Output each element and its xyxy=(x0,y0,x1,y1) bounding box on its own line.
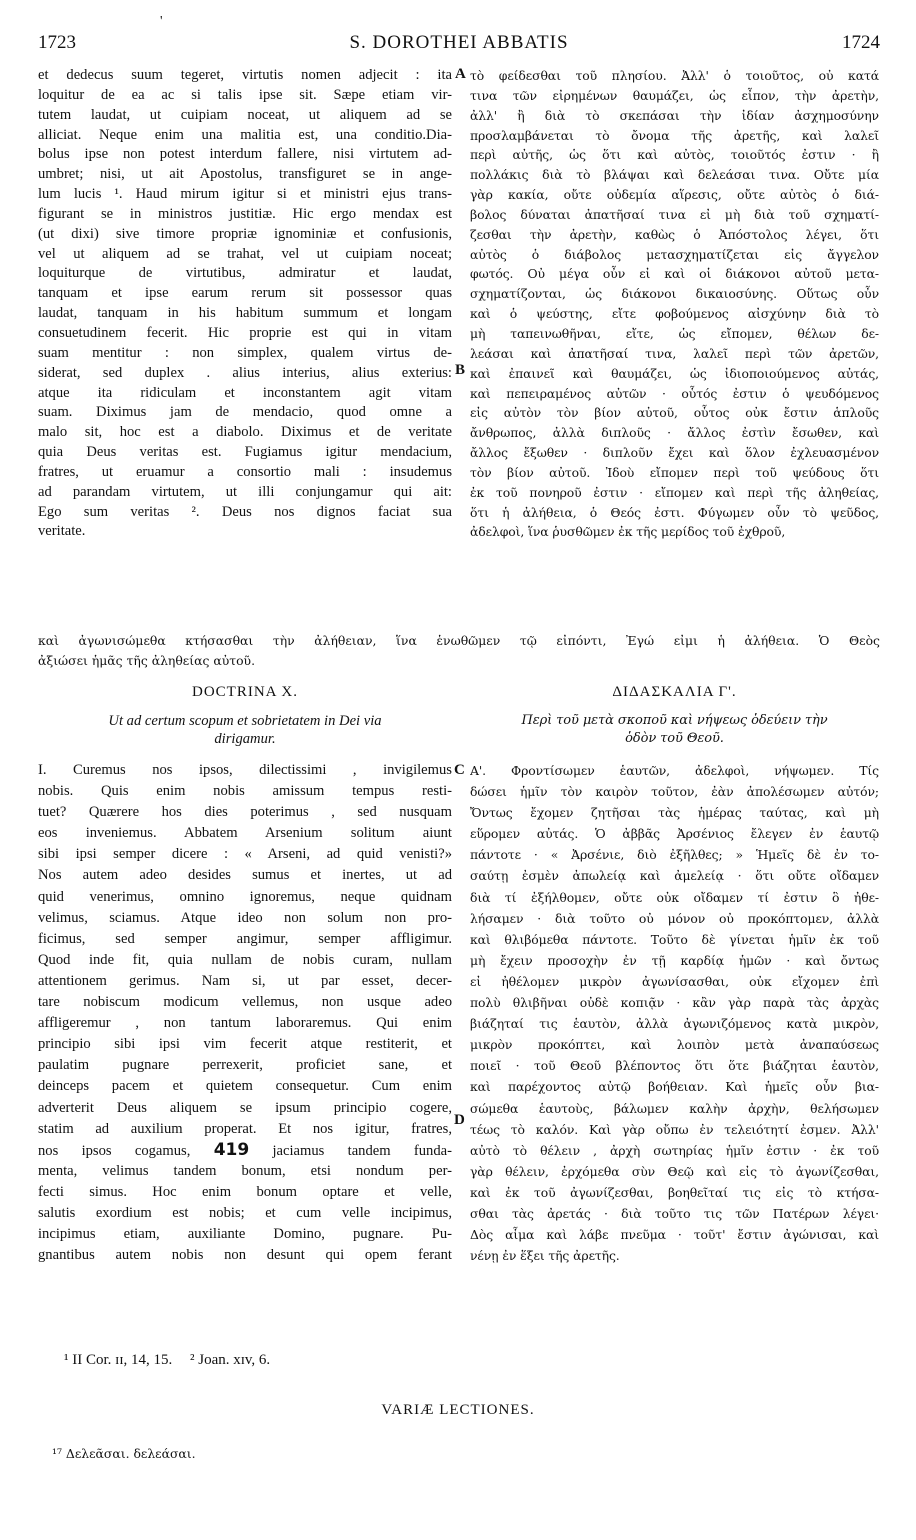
text-line: gnantibus autem nobis non desunt qui opem ferant xyxy=(38,1247,452,1264)
text-line: deinceps pacem et quietem consequetur. Cum enim xyxy=(38,1078,452,1095)
text-line: περὶ αὐτῆς, ὡς ὅτι καὶ αὐτὸς, τοιοῦτός ἐστιν · ἢ xyxy=(470,147,879,163)
doctrina-latin-title: DOCTRINA X. xyxy=(191,684,298,700)
text-line: menta, velimus tandem bonum, etsi nondum per- xyxy=(38,1162,452,1179)
greek-column-bottom xyxy=(470,760,879,1266)
text-line: γὰρ κακία, οὔτε οὐδεμία αἵρεσις, οὔτε αὐτὸς ὁ διά- xyxy=(470,187,879,203)
text-line: affligeremur , non tantum laboraremus. Qui enim xyxy=(38,1015,452,1032)
doctrina-latin-subtitle xyxy=(38,712,452,748)
text-line: μὴ ταπεινωθῆναι, εἴτε, ὡς εἴπομεν, θέλων δε- xyxy=(470,325,879,341)
latin-column-bottom xyxy=(38,760,452,1266)
text-line: paulatim pugnare perrexerit, proficiet sane, et xyxy=(38,1057,452,1074)
latin-column-top xyxy=(38,66,452,542)
text-line: βολος δύναται ἀπατῆσαί τινα εἰ μὴ διὰ τοῦ σχηματί- xyxy=(470,206,879,222)
text-line: ad parandam virtutem, ut illi conjungamur qui ait: xyxy=(38,483,452,500)
margin-marker-d: D xyxy=(454,1112,465,1128)
text-line: umbret; nisi, ut ait Apostolus, transfiguret se in ange- xyxy=(38,166,452,183)
text-line: quia Deus veritas est. Fugiamus igitur mendacium, xyxy=(38,444,452,461)
subtitle-line: dirigamur. xyxy=(214,731,276,747)
line-segment: nos ipsos cogamus, xyxy=(38,1142,191,1159)
subtitle-line: Ut ad certum scopum et sobrietatem in Dei via xyxy=(108,713,382,729)
text-line: Ego sum veritas ². Deus nos dignos faciat sua xyxy=(38,503,452,520)
text-line: φωτός. Οὐ μέγα οὖν εἰ καὶ οἱ διάκονοι αὐτοῦ μετα- xyxy=(470,266,879,282)
footnote-2: ² Joan. xɪv, 6. xyxy=(190,1352,271,1368)
text-line: loquiturque de virtutibus, admiratur et laudat, xyxy=(38,265,452,282)
text-line: βιάζηταί τις ἑαυτὸν, ἀλλὰ ἀγωνιζόμενος κατὰ μικρὸν, xyxy=(470,1016,879,1032)
text-line: (ut dixi) sive timore propriæ ignominiæ et confusionis, xyxy=(38,225,452,242)
text-line: adverterit Deus aliquem se ipsum principio cogere, xyxy=(38,1099,452,1116)
spanning-greek-line: ἀξιώσει ἡμᾶς τῆς ἀληθείας αὐτοῦ. xyxy=(38,653,256,668)
text-line: μικρὸν προκόπτει, καὶ λοιπὸν μετὰ ἀναπαύσεως xyxy=(470,1037,879,1053)
text-line: quid venerimus, omnino ignoremus, neque quidnam xyxy=(38,888,452,905)
doctrina-greek-subtitle xyxy=(470,712,879,748)
text-line: Δὸς αἷμα καὶ λάβε πνεῦμα · τοῦτ' ἔστιν ἀγώνισαι, καὶ xyxy=(470,1227,879,1243)
text-line: I. Curemus nos ipsos, dilectissimi , invigilemus xyxy=(38,762,452,778)
text-line: εἰς αὐτὸν τὸν βίον αὐτοῦ, οὗτος οὐκ ἔστιν ἁπλοῦς xyxy=(470,405,879,421)
text-line: τὸ φείδεσθαι τοῦ πλησίου. Ἀλλ' ὁ τοιοῦτος, οὐ κατά xyxy=(470,68,879,83)
variae-lectiones-title: VARIÆ LECTIONES. xyxy=(381,1402,535,1418)
text-line: fecti simus. Hoc enim bonum optare et velle, xyxy=(38,1183,452,1200)
text-line: σχηματίζονται, ὡς διάκονοι δικαιοσύνης. Οὕτως οὖν xyxy=(470,286,879,302)
margin-marker-b: B xyxy=(455,362,466,378)
text-line: πολὺ θλιβῆναι οὐδὲ κοπιᾷν · κἂν γὰρ παρὰ τὰς ἀρχὰς xyxy=(470,995,879,1011)
text-line: σθαι τὰς ἀρετάς · διὰ τοῦτο τις τῶν Πατέρων λέγει· xyxy=(470,1205,879,1221)
text-line: statim ad auxilium properat. Et nos igitur, fratres, xyxy=(38,1120,452,1137)
text-line: siderat, sed duplex . alius interius, alius exterius: xyxy=(38,364,452,381)
text-line: πάντοτε · « Ἀρσένιε, διὸ ἐξῆλθες; » Ἡμεῖς δὲ ἐν το- xyxy=(470,847,879,863)
text-line: tutem laudat, ut cuipiam noceat, ut aliquem ad se xyxy=(38,106,452,123)
running-title: S. DOROTHEI ABBATIS xyxy=(349,32,569,53)
text-line: suam. Diximus jam de mendacio, quod omne a xyxy=(38,404,452,421)
text-line: λεάσαι καὶ ἀπατῆσαί τινα, λαλεῖ περὶ τῶν ἀρετῶν, xyxy=(470,345,879,361)
text-line: ἀλλ' ἢ διὰ τὸ σκεπάσαι τὴν ἰδίαν ἀσχημοσύνην xyxy=(470,107,879,123)
subtitle-line: ὁδὸν τοῦ Θεοῦ. xyxy=(625,731,724,746)
text-line: καὶ ὁ ψεύστης, εἴτε φοβούμενος αἰσχύνην διὰ τὸ xyxy=(470,306,879,322)
text-line: σώμεθα ἑαυτοὺς, βάλωμεν καλὴν ἀρχὴν, θελήσωμεν xyxy=(470,1100,879,1116)
text-line: τὸν βίον αὐτοῦ. Ἰδοὺ εἴπομεν περὶ τοῦ ψεύδους ὅτι xyxy=(470,464,879,480)
text-line: ἄλλος ἔξωθεν · διπλοῦν ἔχει καὶ ὅλον ἐχλευασμένον xyxy=(470,445,879,461)
footnote-1: ¹ II Cor. ɪɪ, 14, 15. xyxy=(64,1352,173,1368)
text-line: ἀδελφοὶ, ἵνα ῥυσθῶμεν ἐκ τῆς μερίδος τοῦ ἐχθροῦ, xyxy=(470,524,786,540)
margin-marker-a: A xyxy=(455,66,466,82)
greek-column-top xyxy=(470,66,879,542)
text-line: εἰ ἠθέλομεν μικρὸν ἀγωνίσασθαι, οὐκ εἴχομεν ἐπὶ xyxy=(470,973,879,989)
text-line: λήσαμεν · διὰ τοῦτο οὐ μόνον οὐ προκόπτομεν, ἀλλὰ xyxy=(470,910,879,926)
text-line: atque ita ridiculam et inconstantem agit vitam xyxy=(38,384,452,401)
text-line: Nos autem adeo desides sumus et inertes, ut ad xyxy=(38,867,452,884)
spanning-greek-line: καὶ ἀγωνισώμεθα κτήσασθαι τὴν ἀλήθειαν, ἵνα ἑνωθῶμεν τῷ εἰπόντι, Ἐγώ εἰμι ἡ ἀλήθεια. Ὁ Θεὸς xyxy=(38,633,880,648)
text-line: Α'. Φροντίσωμεν ἑαυτῶν, ἀδελφοὶ, νήψωμεν. Τίς xyxy=(470,763,879,778)
text-line: ποιεῖ · τοῦ Θεοῦ βλέποντος ὅτι ὅτε βιάζηται ἑαυτὸν, xyxy=(470,1058,879,1074)
line-segment: jaciamus tandem funda- xyxy=(272,1142,452,1159)
text-line: bolus ipse non potest interdum fallere, nisi virtutem ad- xyxy=(38,146,452,163)
text-line: alliciat. Neque enim una malitia est, una conditio.Dia- xyxy=(38,126,452,143)
edition-page-number: 419 xyxy=(213,1139,250,1160)
text-line: διὰ τί ἐξήλθομεν, οὔτε οὐκ οἴδαμεν τί ἐστιν ὃ ἠθε- xyxy=(470,889,879,905)
text-line: figurant se in ministros justitiæ. Hic ergo mendax est xyxy=(38,205,452,222)
text-line: μὴ ἔχειν προσοχὴν ἐν τῇ καρδίᾳ ἡμῶν · καὶ ὄντως xyxy=(470,952,879,968)
text-line: tanquam et ipse earum rerum sit possessor quas xyxy=(38,285,452,302)
variae-lectiones-note: ¹⁷ Δελεᾶσαι. δελεάσαι. xyxy=(52,1446,196,1461)
text-line: principio sibi ipsi vim fecerit atque restiterit, et xyxy=(38,1036,452,1053)
text-line xyxy=(38,1140,452,1161)
text-line: nobis. Quis enim nobis amissum tempus resti- xyxy=(38,783,452,800)
text-line: loquitur de ea ac si talis ipse sit. Sæpe etiam vir- xyxy=(38,86,452,103)
text-line: καὶ πεπειραμένος αὐτῶν · οὗτός ἐστιν ὁ ψευδόμενος xyxy=(470,385,879,401)
text-line: γὰρ θέλειν, ἐρχόμεθα σὺν Θεῷ καὶ εἰς τὸ ἀγωνίζεσθαι, xyxy=(470,1163,879,1179)
text-line: velimus, sciamus. Atque ideo non solum non pro- xyxy=(38,909,452,926)
text-line: et dedecus suum tegeret, virtutis nomen adjecit : ita xyxy=(38,67,452,83)
text-line: veritate. xyxy=(38,523,86,540)
text-line: αὐτὸ τὸ θέλειν , ἀρχὴ σωτηρίας ἡμῖν ἐστιν · ἐκ τοῦ xyxy=(470,1142,879,1158)
text-line: vel ut aliquem ad se trahat, vel ut cuipiam noceat; xyxy=(38,245,452,262)
text-line: ὅτι ἡ ἀλήθεια, ὁ Θεός ἐστι. Φύγωμεν οὖν τὸ ψεῦδος, xyxy=(470,504,879,520)
page-header xyxy=(38,14,880,56)
text-line: εὕρομεν αὐτάς. Ὁ ἀββᾶς Ἀρσένιος ἔλεγεν ἐν ἑαυτῷ xyxy=(470,826,879,842)
page-number-left: 1723 xyxy=(38,32,76,53)
text-line: eos inveniemus. Abbatem Arsenium solitum aiunt xyxy=(38,825,452,842)
text-line: incipimus etiam, auxiliante Domino, pugnare. Pu- xyxy=(38,1226,452,1243)
page-number-right: 1724 xyxy=(842,32,880,53)
text-line: consuetudinem fecerit. Hic proprie est qui in vitam xyxy=(38,324,452,341)
text-line: καὶ παρέχοντος αὐτῷ βοήθειαν. Καὶ ἡμεῖς οὖν βια- xyxy=(470,1079,879,1095)
text-line: καὶ θλιβόμεθα πάντοτε. Τοῦτο δὲ γίνεται ἡμῖν ἐκ τοῦ xyxy=(470,931,879,947)
text-line: νένῃ ἐν ἕξει τῆς ἀρετῆς. xyxy=(470,1248,620,1264)
text-line: laudat, tanquam in his habitum summum et longam xyxy=(38,305,452,322)
text-line: sibi ipsi semper dicere : « Arseni, ad quid venisti?» xyxy=(38,846,452,863)
text-line: tuet? Quærere hos dies poterimus , sed nusquam xyxy=(38,804,452,821)
text-line: Ὄντως ἔχομεν ζητῆσαι τὰς ἡμέρας ταύτας, καὶ μὴ xyxy=(470,805,879,821)
text-line: τινα τῶν εἰρημένων θαυμάζει, ὡς εἶπον, τὴν ἀρετὴν, xyxy=(470,87,879,103)
text-line: ζεσθαι τὴν ἀρετὴν, καθὼς ὁ Ἀπόστολος λέγει, ὅτι xyxy=(470,226,879,242)
text-line: Quod inde fit, quia nullam de nobis curam, nullam xyxy=(38,951,452,968)
subtitle-line: Περὶ τοῦ μετὰ σκοποῦ καὶ νήψεως ὁδεύειν τὴν xyxy=(521,713,828,728)
text-line: tare nobiscum modicum vellemus, non usque adeo xyxy=(38,994,452,1011)
text-line: suam mentitur : non simplex, qualem virtus de- xyxy=(38,344,452,361)
text-line: salutis exordium est nobis; et cum velle incipimus, xyxy=(38,1204,452,1221)
text-line: προσλαμβάνεται τὸ ὄνομα τῆς ἀρετῆς, καὶ λαλεῖ xyxy=(470,127,879,143)
text-line: fratres, ut eruamur a consortio mali : insudemus xyxy=(38,463,452,480)
text-line: ficimus, sed semper angimur, semper affligimur. xyxy=(38,930,452,947)
text-line: attentionem gerimus. Nam si, ut par esset, decer- xyxy=(38,972,452,989)
text-line: malo sit, hoc est a diabolo. Diximus et de veritate xyxy=(38,424,452,441)
text-line: τέως τὸ καλόν. Καὶ γὰρ οὔπω ἐν τελειότητί ἐσμεν. Ἀλλ' xyxy=(470,1121,879,1137)
margin-marker-c: C xyxy=(454,762,465,778)
text-line: δώσει ἡμῖν τὸν καιρὸν τοῦτον, ἐὰν ἀπολέσωμεν αὐτόν; xyxy=(470,784,879,800)
doctrina-greek-title: ΔΙΔΑΣΚΑΛΙΑ Γ'. xyxy=(612,684,737,700)
text-line: lum lucis ¹. Haud mirum igitur si et ministri ejus trans- xyxy=(38,186,452,203)
footnotes xyxy=(64,1352,284,1369)
text-line: ἐκ τοῦ πονηροῦ ἐστιν · εἴπομεν καὶ περὶ τῆς ἀληθείας, xyxy=(470,484,879,500)
text-line: ἄνθρωπος, ἀλλὰ διπλοῦς · ἄλλος ἐστὶν ἔσωθεν, καὶ xyxy=(470,425,879,441)
text-line: καὶ ἐπαινεῖ καὶ θαυμάζει, ὡς ἰδιοποιούμενος αὐτάς, xyxy=(470,365,879,381)
text-line: σαύτῃ ἐσμὲν ἀπωλείᾳ καὶ ἀμελείᾳ · ὅτι οὔτε οἴδαμεν xyxy=(470,868,879,884)
header-mark: ' xyxy=(160,14,163,29)
text-line: καὶ ἐκ τοῦ ἀγωνίζεσθαι, βοηθεῖταί τις εἰς τὸ κτήσα- xyxy=(470,1184,879,1200)
text-line: αὐτὸς ὁ διάβολος μετασχηματίζεται εἰς ἄγγελον xyxy=(470,246,879,262)
text-line: πολλάκις διὰ τὸ βλάψαι καὶ δελεάσαι τινα. Οὔτε μία xyxy=(470,167,879,183)
